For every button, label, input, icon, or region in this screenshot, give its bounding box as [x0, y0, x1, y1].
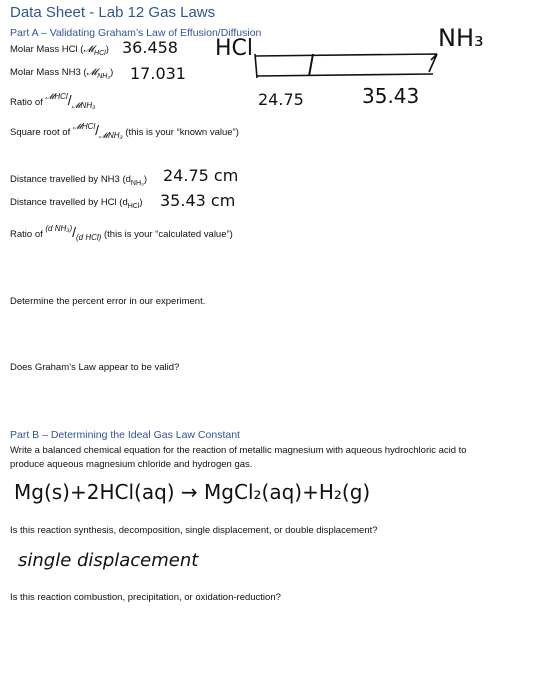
distance-nh3-answer: 24.75 cm [163, 166, 239, 185]
sketch-distance-1: 24.75 [258, 90, 304, 109]
combustion-question: Is this reaction combustion, precipitation, or oxidation-reduction? [10, 592, 281, 603]
sqrt-ratio-label: Square root of $^{𝓜HCl}/_{𝓜NH_3}$ (this is your “known value”) [10, 122, 239, 140]
page-title: Data Sheet - Lab 12 Gas Laws [10, 4, 216, 21]
distance-nh3-label: Distance travelled by NH3 $(d_{NH_3})$ [10, 174, 148, 187]
grahams-law-question: Does Graham’s Law appear to be valid? [10, 362, 180, 373]
ratio-molar-label: Ratio of $^{𝓜HCl}/_{𝓜NH_3}$ [10, 92, 96, 110]
part-a-heading: Part A – Validating Graham’s Law of Effusion/Diffusion [10, 27, 262, 39]
distance-hcl-answer: 35.43 cm [160, 191, 236, 210]
distance-hcl-label: Distance travelled by HCl $(d_{HCl})$ [10, 197, 143, 210]
molar-mass-nh3-label: Molar Mass NH3 (𝓜$_{NH_3}$) [10, 67, 114, 80]
sketch-hcl-label: HCl [215, 36, 254, 61]
molar-mass-hcl-label: Molar Mass HCl (𝓜$_{HCl}$) [10, 44, 109, 57]
reaction-type-answer: single displacement [18, 550, 199, 571]
ratio-distance-label: Ratio of $^{(d NH_3)}/_{(d HCl)}$ (this is your “calculated value”) [10, 224, 233, 242]
sketch-distance-2: 35.43 [362, 84, 420, 108]
part-b-heading: Part B – Determining the Ideal Gas Law Constant [10, 429, 240, 441]
reaction-type-question: Is this reaction synthesis, decomposition, single displacement, or double displacement? [10, 525, 378, 536]
equation-answer: Mg(s)+2HCl(aq) → MgCl₂(aq)+H₂(g) [14, 480, 371, 504]
part-b-instruction: Write a balanced chemical equation for the reaction of metallic magnesium with aqueous hydrochloric acid to produce aqueous magnesium chloride and hydrogen gas. [10, 445, 467, 470]
molar-mass-nh3-answer: 17.031 [130, 64, 186, 83]
sketch-nh3-label: NH₃ [438, 24, 484, 52]
molar-mass-hcl-answer: 36.458 [122, 38, 178, 57]
diffusion-tube-sketch [245, 48, 445, 88]
percent-error-question: Determine the percent error in our experiment. [10, 296, 206, 307]
